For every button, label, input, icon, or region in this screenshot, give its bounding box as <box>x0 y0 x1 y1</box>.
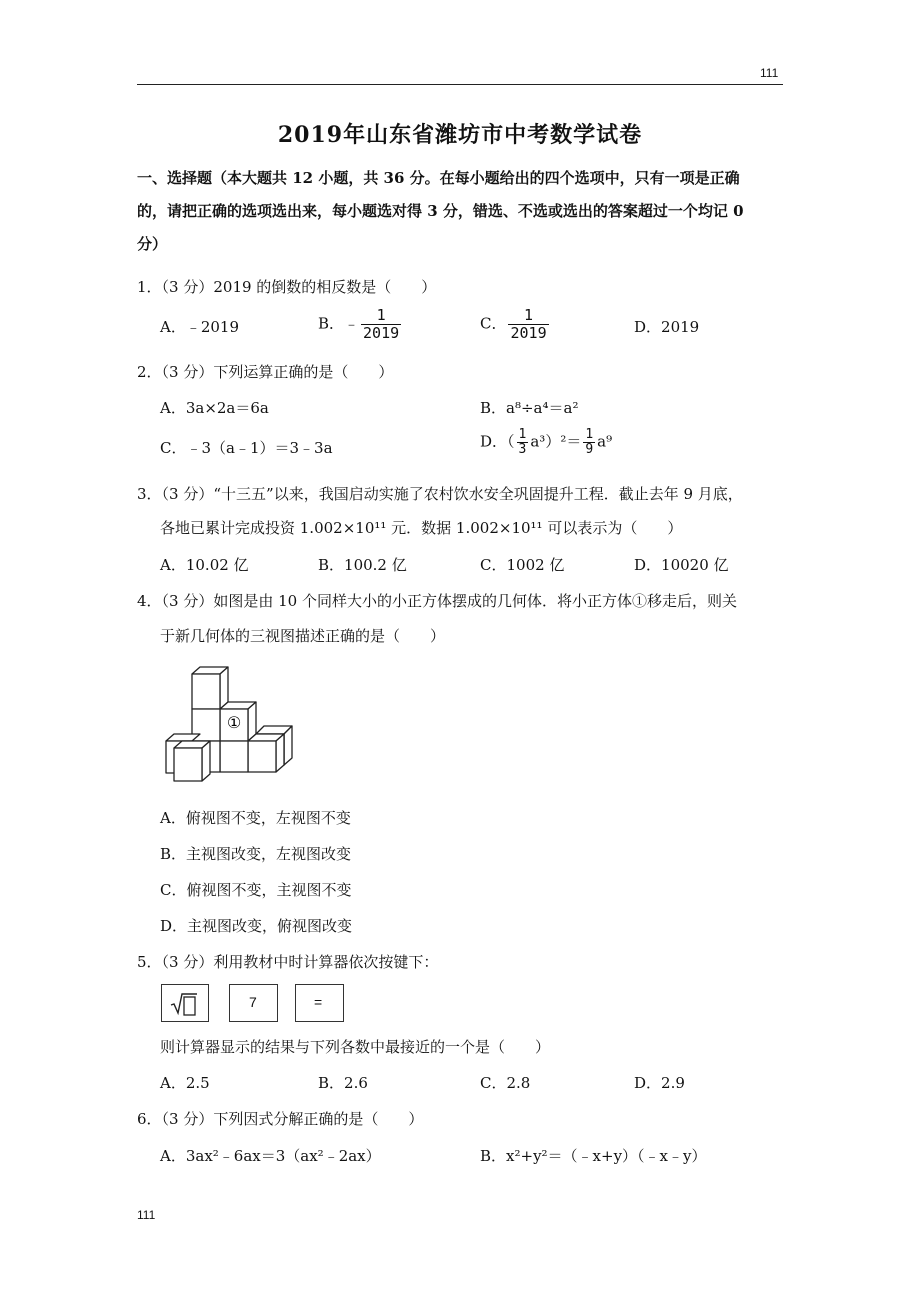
question-4-stem-1: 4．（3 分）如图是由 10 个同样大小的小正方体摆成的几何体．将小正方体①移走后，则关 <box>137 592 737 610</box>
question-6-stem: 6．（3 分）下列因式分解正确的是（ ） <box>137 1110 424 1128</box>
q1-option-b-fraction <box>361 307 401 342</box>
q6-option-a: A．3ax²﹣6ax＝3（ax²﹣2ax） <box>160 1147 381 1165</box>
q1-b-denominator: 2019 <box>363 324 400 342</box>
section-1-line-2: 的，请把正确的选项选出来，每小题选对得 3 分，错选、不选或选出的答案超过一个均记 0 <box>137 202 744 220</box>
page-number-top: 111 <box>760 66 779 80</box>
q2-d-numerator-1: 1 <box>518 427 527 442</box>
q2-d-fraction-2 <box>583 428 595 457</box>
q1-option-d: D．2019 <box>634 318 700 336</box>
q3-option-a: A．10.02 亿 <box>160 556 249 574</box>
q2-d-denominator-2: 9 <box>585 442 594 457</box>
q2-option-c: C．﹣3（a﹣1）＝3﹣3a <box>160 439 333 457</box>
q5-option-a: A．2.5 <box>160 1074 210 1092</box>
q2-option-a: A．3a×2a＝6a <box>160 399 269 417</box>
q1-b-numerator: 1 <box>361 307 401 325</box>
q2-option-d <box>480 428 612 457</box>
q2-d-prefix: D．（ <box>480 432 515 451</box>
q3-option-c: C．1002 亿 <box>480 556 565 574</box>
key-7-label: 7 <box>249 994 257 1010</box>
q2-d-middle: a³）²＝ <box>530 432 582 451</box>
question-3-stem-1: 3．（3 分）“十三五”以来，我国启动实施了农村饮水安全巩固提升工程．截止去年 9 月底， <box>137 485 743 503</box>
q4-option-d: D．主视图改变，俯视图改变 <box>160 917 353 935</box>
header-rule <box>137 84 783 85</box>
cube-figure <box>158 664 308 788</box>
question-2-stem: 2．（3 分）下列运算正确的是（ ） <box>137 363 394 381</box>
q4-option-b: B．主视图改变，左视图改变 <box>160 845 352 863</box>
q2-d-fraction-1 <box>517 428 529 457</box>
calculator-key-equals <box>295 984 344 1022</box>
key-equals-label: = <box>314 994 323 1010</box>
q1-option-c <box>480 307 551 342</box>
q5-option-d: D．2.9 <box>634 1074 685 1092</box>
sqrt-key-icon <box>162 985 208 1021</box>
q1-c-numerator: 1 <box>508 307 548 325</box>
q3-option-d: D．10020 亿 <box>634 556 729 574</box>
question-5-stem: 5．（3 分）利用教材中时计算器依次按键下： <box>137 953 439 971</box>
q5-option-c: C．2.8 <box>480 1074 531 1092</box>
q1-option-b-prefix: B．﹣ <box>318 314 360 333</box>
q2-d-numerator-2: 1 <box>585 427 594 442</box>
q1-option-c-fraction <box>508 307 548 342</box>
document-title: 2019年山东省潍坊市中考数学试卷 <box>277 122 643 148</box>
q5-option-b: B．2.6 <box>318 1074 368 1092</box>
page-number-bottom: 111 <box>137 1208 156 1222</box>
q4-option-a: A．俯视图不变，左视图不变 <box>160 809 351 827</box>
cube-label: ① <box>226 713 242 732</box>
q3-option-b: B．100.2 亿 <box>318 556 407 574</box>
section-1-line-1: 一、选择题（本大题共 12 小题，共 36 分。在每小题给出的四个选项中，只有一项是正确 <box>137 169 740 187</box>
section-1-heading <box>137 162 783 261</box>
q6-option-b: B．x²+y²＝（﹣x+y）（﹣x﹣y） <box>480 1147 707 1165</box>
q1-c-denominator: 2019 <box>510 324 547 342</box>
section-1-line-3: 分） <box>137 235 168 253</box>
question-3-stem-2: 各地已累计完成投资 1.002×10¹¹ 元．数据 1.002×10¹¹ 可以表示为（ ） <box>160 519 683 537</box>
calculator-key-7 <box>229 984 278 1022</box>
q1-option-c-prefix: C． <box>480 314 507 333</box>
q2-option-b: B．a⁸÷a⁴＝a² <box>480 399 579 417</box>
q1-option-b <box>318 307 403 342</box>
question-4-stem-2: 于新几何体的三视图描述正确的是（ ） <box>160 627 446 645</box>
question-5-stem-2: 则计算器显示的结果与下列各数中最接近的一个是（ ） <box>160 1038 551 1056</box>
q1-option-a: A．﹣2019 <box>160 318 240 336</box>
q4-option-c: C．俯视图不变，主视图不变 <box>160 881 352 899</box>
q2-d-end: a⁹ <box>597 432 613 451</box>
calculator-key-sqrt <box>161 984 209 1022</box>
question-1-stem: 1．（3 分）2019 的倒数的相反数是（ ） <box>137 278 437 296</box>
q2-d-denominator-1: 3 <box>518 442 527 457</box>
